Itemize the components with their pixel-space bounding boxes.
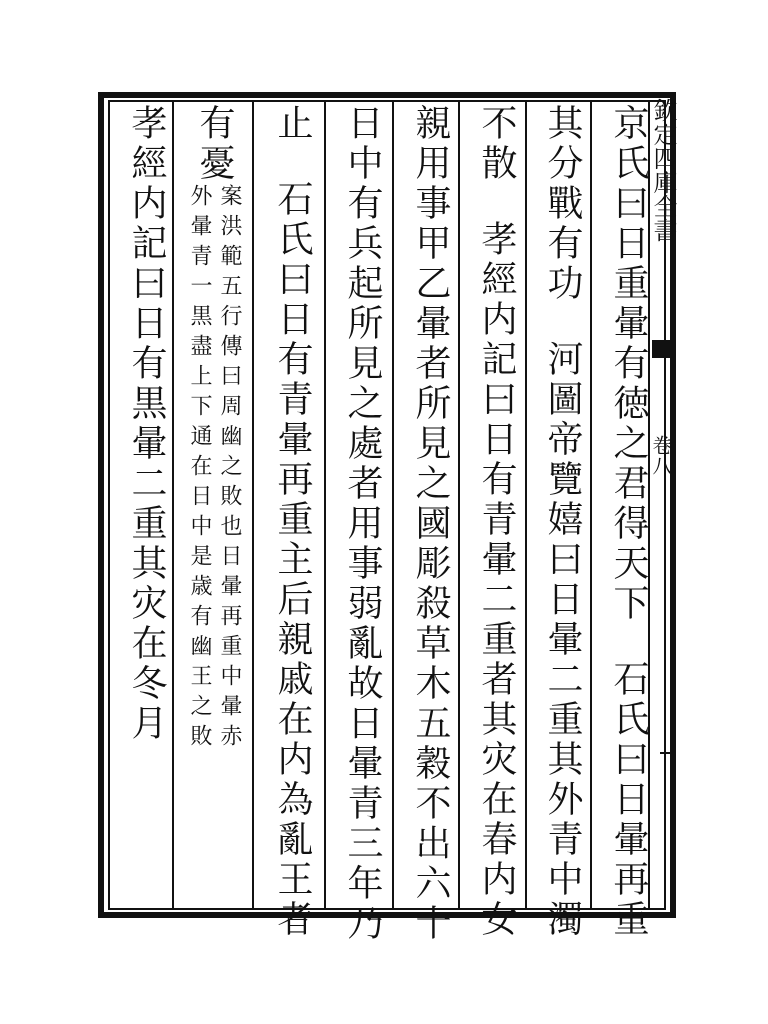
main-text: 孝經内記曰日有黒暈二重其灾在冬月: [126, 104, 167, 744]
text-column-8: [116, 104, 176, 744]
text-column-6: [262, 104, 322, 940]
column-rule: [252, 100, 254, 910]
text-column-5: [332, 104, 392, 944]
main-text: 止: [272, 104, 313, 144]
commentary-line: 案洪範五行傳曰周幽之敗也日暈再重中暈赤: [217, 184, 242, 754]
text-column-3: [466, 104, 526, 940]
margin-book-title: 欽定四庫全書: [649, 98, 677, 242]
main-text: 日中有兵起所見之處者用事弱亂故日暈青三年乃: [342, 104, 383, 944]
text-column-1: [598, 104, 658, 940]
commentary-line: 外暈青一黒盡上下通在日中是歳有幽王之敗: [187, 184, 212, 754]
main-text: 其分戰有功: [542, 104, 583, 304]
text-column-4: [400, 104, 460, 944]
main-text: 孝經内記曰日有青暈二重者其灾在春内女: [476, 220, 517, 940]
main-text: 石氏曰日暈再重: [608, 660, 649, 940]
column-rule: [324, 100, 326, 910]
main-text: 河圖帝覽嬉曰日暈二重其外青中濁: [542, 340, 583, 940]
main-text: 京氏曰日重暈有徳之君得天下: [608, 104, 649, 624]
column-rule: [392, 100, 394, 910]
commentary-block: [184, 184, 244, 754]
main-text: 有憂: [194, 104, 235, 184]
margin-tick: [660, 752, 676, 754]
text-column-2: [532, 104, 592, 940]
main-text: 親用事甲乙暈者所見之國彫殺草木五穀不出六十: [410, 104, 451, 944]
text-column-7: [184, 104, 244, 754]
main-text: 不散: [476, 104, 517, 184]
main-text: 石氏曰日有青暈再重主后親戚在内為亂王者: [272, 180, 313, 940]
margin-volume: 卷八: [649, 435, 673, 475]
